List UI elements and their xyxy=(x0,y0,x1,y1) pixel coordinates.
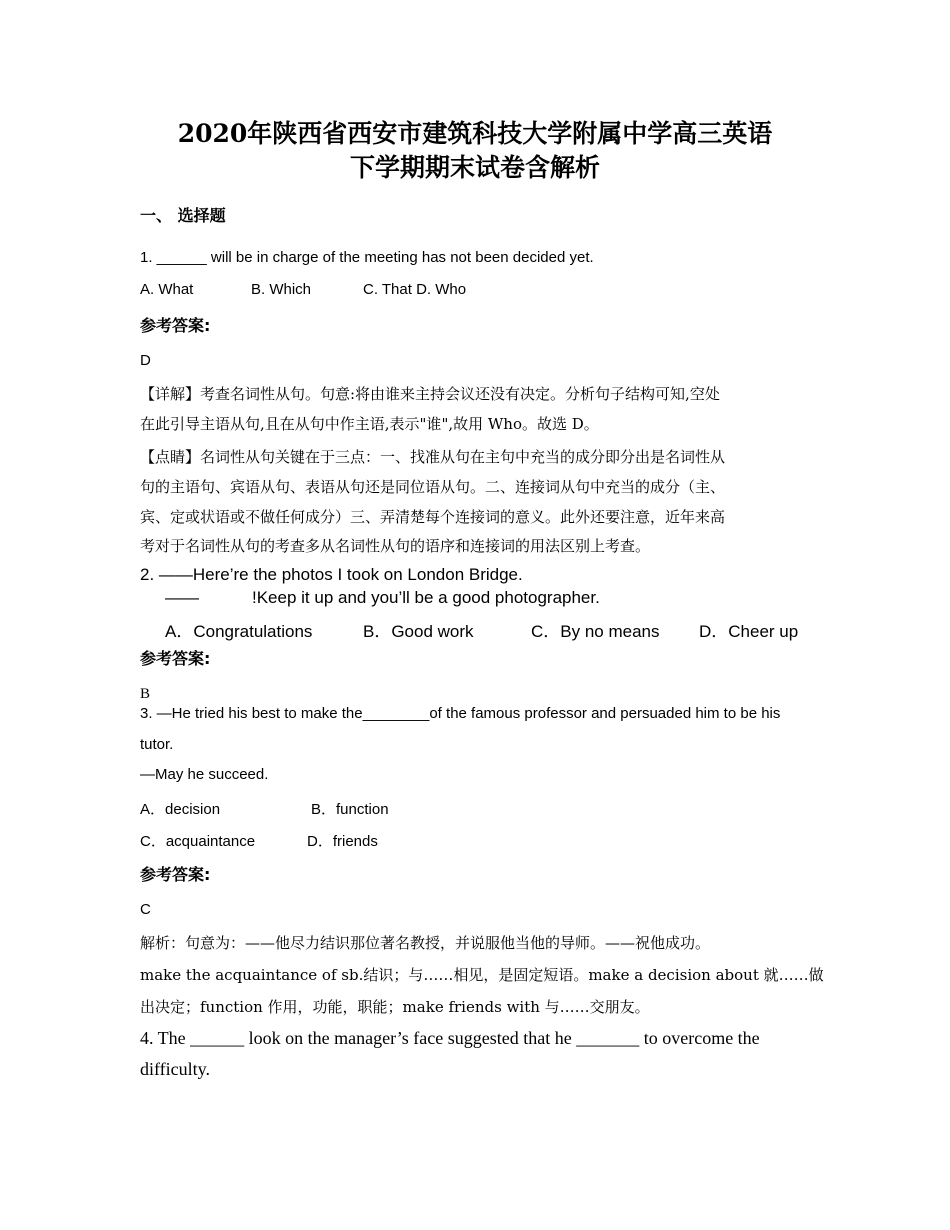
q2-line-1: 2. ——Here’re the photos I took on London Bridge. xyxy=(140,565,523,584)
q3-explanation-line-3: 出决定；function 作用，功能，职能；make friends with 与……交朋友。 xyxy=(140,998,650,1016)
q1-answer-heading: 参考答案: xyxy=(140,316,211,335)
q1-option-b: B. Which xyxy=(251,281,312,298)
q1-answer: D xyxy=(140,352,151,369)
q4-line-1: 4. The ______ look on the manager’s face suggested that he _______ to overcome the xyxy=(140,1028,760,1048)
q3-line-1: 3. —He tried his best to make the________of the famous professor and persuaded him to be his xyxy=(140,705,781,722)
q2-answer-heading: 参考答案: xyxy=(140,649,211,668)
document-title-line-2: 下学期期末试卷含解析 xyxy=(349,153,600,182)
q1-tip-line-2: 句的主语句、宾语从句、表语从句还是同位语从句。二、连接词从句中充当的成分（主、 xyxy=(140,478,726,496)
q3-explanation-line-1: 解析：句意为：——他尽力结识那位著名教授，并说服他当他的导师。——祝他成功。 xyxy=(140,934,711,952)
q1-tip-line-4: 考对于名词性从句的考查多从名词性从句的语序和连接词的用法区别上考查。 xyxy=(140,537,651,555)
q2-line-2: !Keep it up and you’ll be a good photographer. xyxy=(252,588,600,607)
q1-stem: 1. ______ will be in charge of the meeting has not been decided yet. xyxy=(140,249,594,266)
q1-explanation-line-1: 【详解】考查名词性从句。句意:将由谁来主持会议还没有决定。分析句子结构可知,空处 xyxy=(140,385,720,403)
q3-answer: C xyxy=(140,901,151,918)
q2-line-2-dash: —— xyxy=(165,588,199,607)
q1-tip-line-3: 宾、定或状语或不做任何成分）三、弄清楚每个连接词的意义。此外还要注意，近年来高 xyxy=(140,508,726,526)
q2-option-c: C．By no means xyxy=(531,622,660,641)
q3-option-b: B．function xyxy=(311,801,389,818)
q1-option-cd: C. That D. Who xyxy=(363,281,467,298)
q1-option-a: A. What xyxy=(140,281,194,298)
q2-option-d: D．Cheer up xyxy=(699,622,799,641)
q1-explanation-line-2: 在此引导主语从句,且在从句中作主语,表示"谁",故用 Who。故选 D。 xyxy=(140,415,599,433)
q3-line-2: tutor. xyxy=(140,736,174,753)
q3-line-3: —May he succeed. xyxy=(140,766,269,783)
q3-explanation-line-2: make the acquaintance of sb.结识；与……相见，是固定短语。make a decision about 就……做 xyxy=(140,966,824,984)
q2-answer: B xyxy=(140,686,151,702)
q2-option-a: A．Congratulations xyxy=(165,622,313,641)
q2-option-b: B．Good work xyxy=(363,622,474,641)
q1-tip-line-1: 【点睛】名词性从句关键在于三点：一、找准从句在主句中充当的成分即分出是名词性从 xyxy=(140,448,726,466)
document-title-line-1: 2020年陕西省西安市建筑科技大学附属中学高三英语 xyxy=(177,119,773,148)
q3-option-d: D．friends xyxy=(307,833,378,850)
q3-answer-heading: 参考答案: xyxy=(140,865,211,884)
q4-line-2: difficulty. xyxy=(140,1059,210,1079)
q3-option-c: C．acquaintance xyxy=(140,833,256,850)
section-heading: 一、 选择题 xyxy=(140,206,226,225)
q3-option-a: A．decision xyxy=(140,801,221,818)
